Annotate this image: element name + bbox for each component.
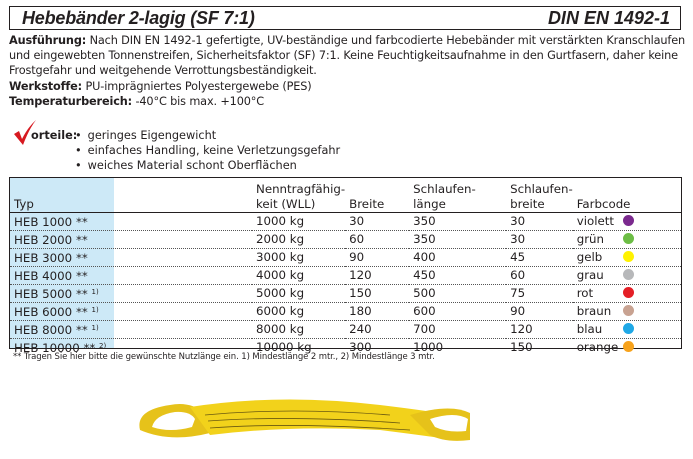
footnote-marker: 2) [99, 342, 107, 350]
cell-wll-text: 6000 kg [256, 304, 305, 318]
table-row [10, 285, 681, 303]
table-row [10, 249, 681, 267]
cell-breite-text: 240 [349, 322, 372, 336]
cell-farbcode [573, 249, 681, 267]
cell-wll [252, 249, 345, 267]
header-breite: Breite [345, 178, 409, 213]
page-title: Hebebänder 2-lagig (SF 7:1) [22, 8, 255, 28]
cell-schlaufenbreite-text: 30 [510, 214, 526, 228]
cell-wll-text: 10000 kg [256, 340, 312, 354]
cell-schlaufenbreite [506, 231, 573, 249]
footnote-marker: 1) [91, 324, 99, 332]
color-dot-icon [623, 341, 634, 352]
cell-schlaufenbreite [506, 249, 573, 267]
cell-schlaufenbreite-text: 60 [510, 268, 526, 282]
cell-wll-text: 5000 kg [256, 286, 305, 300]
color-dot-icon [623, 233, 634, 244]
cell-wll-text: 1000 kg [256, 214, 305, 228]
cell-schlaufenbreite-text: 75 [510, 286, 526, 300]
color-dot-icon [623, 269, 634, 280]
cell-schlaufenlaenge [409, 303, 506, 321]
cell-farbcode [573, 285, 681, 303]
cell-schlaufenlaenge [409, 231, 506, 249]
cell-wll-text: 8000 kg [256, 322, 305, 336]
cell-typ [10, 285, 252, 303]
cell-schlaufenlaenge-text: 700 [413, 322, 436, 336]
cell-wll [252, 285, 345, 303]
cell-breite [345, 267, 409, 285]
table-row [10, 321, 681, 339]
cell-farbcode-text: orange [576, 340, 619, 354]
vorteile-item: • weiches Material schont Oberflächen [75, 158, 340, 173]
temperatur-text: -40°C bis max. +100°C [132, 94, 265, 108]
cell-schlaufenbreite [506, 339, 573, 357]
cell-wll [252, 303, 345, 321]
cell-typ-text: HEB 1000 ** [14, 215, 88, 229]
table-row [10, 267, 681, 285]
cell-breite [345, 321, 409, 339]
vorteile-item: • geringes Eigengewicht [75, 128, 340, 143]
cell-farbcode-text: grün [576, 232, 605, 246]
color-dot-icon [623, 287, 634, 298]
cell-breite [345, 303, 409, 321]
footnote-marker: 1) [91, 306, 99, 314]
cell-schlaufenbreite [506, 303, 573, 321]
vorteile-item: • einfaches Handling, keine Verletzungsgefahr [75, 143, 340, 158]
cell-schlaufenlaenge [409, 285, 506, 303]
cell-wll [252, 213, 345, 231]
cell-typ-text: HEB 4000 ** [14, 269, 88, 283]
cell-schlaufenlaenge-text: 450 [413, 268, 436, 282]
color-dot-icon [623, 305, 634, 316]
cell-schlaufenbreite-text: 150 [510, 340, 533, 354]
cell-schlaufenbreite-text: 120 [510, 322, 533, 336]
ausfuehrung-text: Nach DIN EN 1492-1 gefertigte, UV-beständige und farbcodierte Hebebänder mit verstärkten Kranschlaufen und eingewebten Tonnenstreifen, Sicherheitsfaktor (SF) 7:1. Keine Feuchtigkeitsaufnahme in den Gurtfasern, daher keine Frostgefahr und weitgehende Verrottungsbeständigkeit. [9, 34, 686, 78]
cell-farbcode-text: grau [576, 268, 604, 282]
cell-schlaufenbreite-text: 30 [510, 232, 526, 246]
cell-schlaufenlaenge-text: 1000 [413, 340, 444, 354]
cell-farbcode [573, 267, 681, 285]
header-typ: Typ [10, 178, 252, 213]
cell-schlaufenlaenge [409, 213, 506, 231]
product-description [9, 33, 689, 109]
cell-wll-text: 4000 kg [256, 268, 305, 282]
cell-typ-text: HEB 5000 ** [14, 287, 88, 301]
header-schlaufenbreite: Schlaufen- breite [506, 178, 573, 213]
werkstoffe-paragraph [9, 79, 689, 94]
cell-typ [10, 267, 252, 285]
ausfuehrung-label: Ausführung: [9, 34, 87, 47]
table-row [10, 231, 681, 249]
cell-farbcode [573, 231, 681, 249]
cell-typ-text: HEB 3000 ** [14, 251, 88, 265]
vorteile-list [75, 128, 340, 174]
header-wll: Nenntragfähig- keit (WLL) [252, 178, 345, 213]
table-row [10, 213, 681, 231]
cell-typ-text: HEB 6000 ** [14, 305, 88, 319]
header-schlaufenlaenge: Schlaufen- länge [409, 178, 506, 213]
cell-breite-text: 150 [349, 286, 372, 300]
cell-typ [10, 249, 252, 267]
cell-breite [345, 285, 409, 303]
table-header-row [10, 178, 681, 213]
cell-breite-text: 300 [349, 340, 372, 354]
specs-table-container [9, 177, 682, 355]
cell-schlaufenlaenge-text: 350 [413, 214, 436, 228]
cell-wll-text: 2000 kg [256, 232, 305, 246]
cell-typ [10, 303, 252, 321]
cell-typ-text: HEB 8000 ** [14, 323, 88, 337]
cell-schlaufenbreite-text: 90 [510, 304, 526, 318]
cell-typ-text: HEB 2000 ** [14, 233, 88, 247]
cell-schlaufenlaenge-text: 600 [413, 304, 436, 318]
cell-farbcode [573, 321, 681, 339]
header-farbcode: Farbcode [573, 178, 681, 213]
cell-schlaufenlaenge-text: 400 [413, 250, 436, 264]
cell-wll [252, 231, 345, 249]
cell-farbcode [573, 303, 681, 321]
cell-wll-text: 3000 kg [256, 250, 305, 264]
cell-farbcode [573, 339, 681, 357]
cell-breite-text: 30 [349, 214, 365, 228]
cell-breite-text: 180 [349, 304, 372, 318]
ausfuehrung-paragraph [9, 33, 689, 79]
cell-schlaufenbreite [506, 285, 573, 303]
cell-breite-text: 120 [349, 268, 372, 282]
footnote-marker: 1) [91, 288, 99, 296]
cell-typ [10, 231, 252, 249]
table-row [10, 303, 681, 321]
cell-schlaufenbreite [506, 213, 573, 231]
cell-typ [10, 213, 252, 231]
cell-wll [252, 321, 345, 339]
cell-breite [345, 213, 409, 231]
cell-farbcode-text: rot [576, 286, 594, 300]
cell-schlaufenbreite [506, 321, 573, 339]
cell-farbcode-text: braun [576, 304, 612, 318]
cell-schlaufenlaenge-text: 500 [413, 286, 436, 300]
specs-table [10, 178, 681, 356]
cell-farbcode [573, 213, 681, 231]
cell-schlaufenlaenge [409, 267, 506, 285]
cell-schlaufenlaenge-text: 350 [413, 232, 436, 246]
cell-schlaufenlaenge [409, 321, 506, 339]
cell-farbcode-text: gelb [576, 250, 603, 264]
cell-schlaufenlaenge [409, 249, 506, 267]
cell-farbcode-text: blau [576, 322, 603, 336]
cell-typ [10, 321, 252, 339]
cell-wll [252, 267, 345, 285]
footnote: ** Tragen Sie hier bitte die gewünschte Nutzlänge ein. 1) Mindestlänge 2 mtr., 2) Mindestlänge 3 mtr. [13, 352, 435, 362]
temperatur-label: Temperaturbereich: [9, 94, 133, 108]
color-dot-icon [623, 215, 634, 226]
cell-breite-text: 60 [349, 232, 365, 246]
cell-breite-text: 90 [349, 250, 365, 264]
werkstoffe-text: PU-imprägniertes Polyestergewebe (PES) [82, 79, 312, 93]
color-dot-icon [623, 323, 634, 334]
vorteile-label: orteile: [31, 129, 78, 142]
color-dot-icon [623, 251, 634, 262]
cell-breite [345, 231, 409, 249]
title-box [9, 6, 681, 30]
cell-schlaufenbreite-text: 45 [510, 250, 526, 264]
cell-farbcode-text: violett [576, 214, 614, 228]
cell-typ-text: HEB 10000 ** [14, 341, 96, 355]
cell-breite [345, 249, 409, 267]
temperatur-paragraph [9, 94, 689, 109]
norm-label: DIN EN 1492-1 [547, 8, 670, 28]
cell-schlaufenbreite [506, 267, 573, 285]
werkstoffe-label: Werkstoffe: [9, 79, 83, 93]
lifting-sling-image [130, 385, 470, 450]
